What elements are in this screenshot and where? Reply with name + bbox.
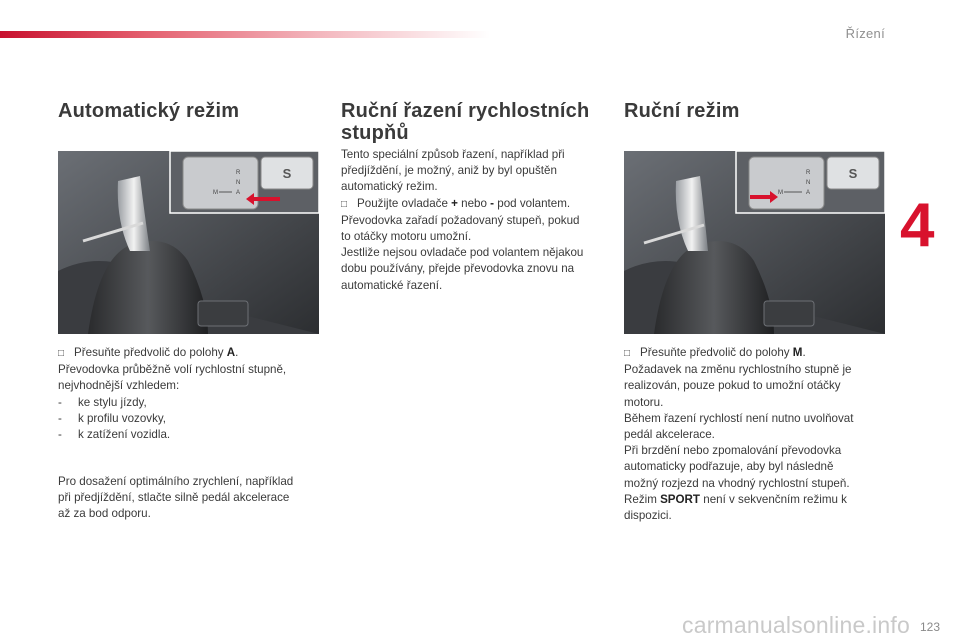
text-line: předjíždění, je možný, aniž by byl opuštěn [341, 164, 557, 178]
bullet-item: □ Použijte ovladače + nebo - pod volantem. [341, 196, 571, 210]
gear-selector-illustration [58, 151, 319, 334]
text-line: motoru. [624, 395, 664, 409]
selector-label-n: N [236, 180, 241, 186]
selector-label-s: S [848, 166, 858, 181]
manual-shift-body [341, 147, 603, 294]
selector-label-m: M [213, 190, 218, 196]
manual-body [624, 345, 886, 524]
section-automatic [58, 100, 320, 122]
bullet-item: □ Přesuňte předvolič do polohy M. [624, 346, 806, 359]
section-title: Ruční řazení rychlostních stupňů [341, 100, 590, 144]
text-line: možný rozjezd na vhodný rychlostní stupeň. [624, 476, 850, 490]
chapter-number: 4 [900, 191, 935, 260]
selector-label-s: S [282, 166, 292, 181]
text-line: pedál akcelerace. [624, 428, 715, 442]
bullet-icon: □ [624, 348, 631, 359]
automatic-paragraph [58, 474, 320, 523]
text-line: až za bod odporu. [58, 507, 151, 521]
selector-label-r: R [806, 170, 811, 176]
text-line: Tento speciální způsob řazení, například při [341, 148, 565, 161]
selector-label-a: A [806, 190, 811, 196]
text-line: automatický režim. [341, 180, 438, 194]
text-line: Převodovka průběžně volí rychlostní stupně, [58, 363, 287, 377]
list-item: - k profilu vozovky, [58, 411, 167, 425]
gear-selector-photo-a [58, 151, 319, 334]
text-line: dobu používány, přejde převodovka znovu na [341, 262, 575, 276]
text-line: Požadavek na změnu rychlostního stupně je [624, 363, 852, 377]
text-line: Pro dosažení optimálního zrychlení, například [58, 475, 294, 488]
text-line: to otáčky motoru umožní. [341, 230, 472, 244]
selector-label-n: N [806, 180, 811, 186]
selector-label-a: A [236, 190, 241, 196]
text-line: automatické řazení. [341, 278, 443, 292]
bullet-item: □ Přesuňte předvolič do polohy A. [58, 346, 239, 359]
automatic-body [58, 345, 320, 443]
gear-selector-illustration [624, 151, 885, 334]
text-line: při předjíždění, stlačte silně pedál akcelerace [58, 491, 290, 505]
gear-selector-photo-m [624, 151, 885, 334]
section-title: Ruční režim [624, 100, 740, 122]
text-line: Jestliže nejsou ovladače pod volantem nějakou [341, 246, 584, 260]
chapter-title: Řízení [845, 26, 885, 41]
text-line: Převodovka zařadí požadovaný stupeň, pokud [341, 213, 580, 227]
list-item: - k zatížení vozidla. [58, 428, 171, 442]
selector-label-m: M [778, 190, 783, 196]
text-line: Během řazení rychlostí není nutno uvolňovat [624, 411, 854, 425]
selector-label-r: R [236, 170, 241, 176]
bullet-icon: □ [58, 348, 65, 359]
text-line: nejvhodnější vzhledem: [58, 379, 180, 393]
list-item: - ke stylu jízdy, [58, 395, 147, 409]
text-line: Při brzdění nebo zpomalování převodovka [624, 444, 842, 458]
text-line: dispozici. [624, 509, 672, 523]
page-number: 123 [919, 620, 940, 634]
text-line: automaticky podřazuje, aby byl následně [624, 460, 834, 474]
section-manual [624, 100, 886, 122]
section-manual-shift [341, 100, 603, 144]
section-title: Automatický režim [58, 100, 240, 122]
bullet-icon: □ [341, 198, 348, 210]
watermark: carmanualsonline.info [682, 612, 910, 638]
header-accent-bar [0, 31, 490, 38]
text-line: realizován, pouze pokud to umožní otáčky [624, 379, 841, 393]
text-line: Režim SPORT není v sekvenčním režimu k [624, 492, 847, 506]
